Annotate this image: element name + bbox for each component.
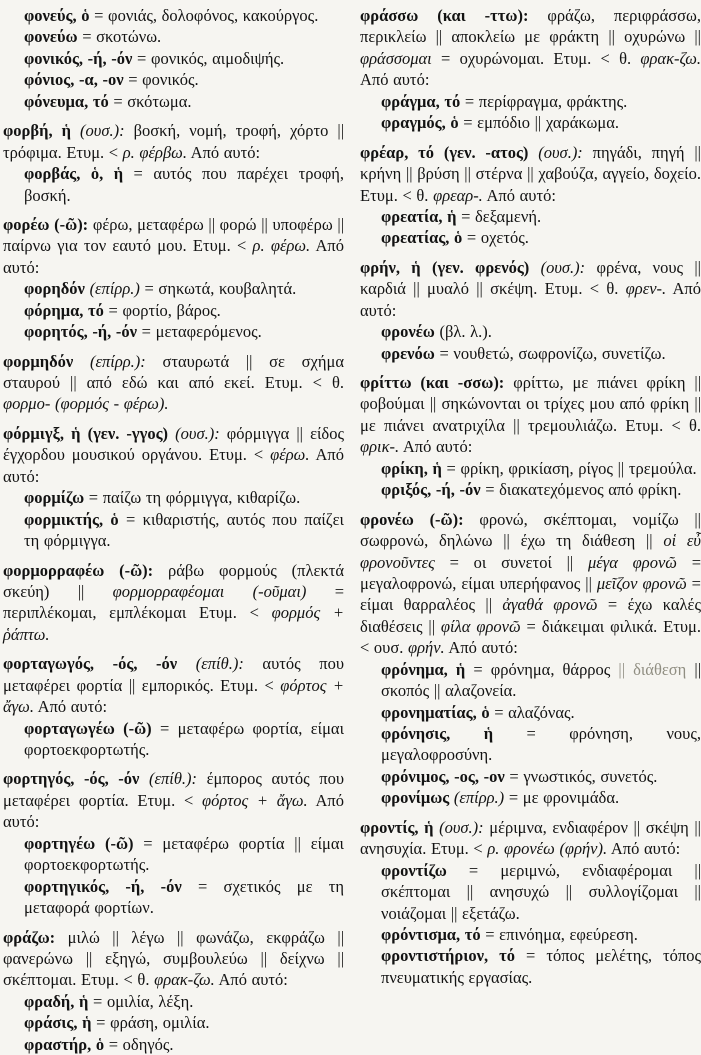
dictionary-entry (3, 214, 344, 278)
dictionary-entry (360, 509, 701, 659)
dictionary-subentry (3, 91, 344, 112)
entry-text: (επίρρ.) (453, 788, 505, 808)
entry-text: Από αυτό: (444, 638, 518, 658)
dictionary-subentry (3, 48, 344, 69)
entry-text: φράζω, περιφράσσω, περικλείω || αποκλείω με φράκτη || οχυρώνω || (360, 6, 701, 47)
headword: φορταγωγός, -ός, -όν (3, 654, 196, 674)
dictionary-entry (3, 560, 344, 646)
entry-text: = φρόνημα, θάρρος (465, 659, 619, 679)
headword: φρίττω (και -σσω): (360, 373, 505, 392)
entry-text: φορμός + ῥάπτω. (3, 603, 344, 644)
entry-text: (επίθ.): (195, 654, 244, 674)
dictionary-subentry (3, 1012, 344, 1033)
entry-text: = σηκωτά, κουβαλητά. (139, 279, 297, 299)
headword: φρήν, ἡ (γεν. φρενός) (360, 257, 541, 277)
entry-text: (ουσ.): (540, 257, 586, 277)
dictionary-entry (3, 423, 344, 487)
entry-text: φόρμιγγα || είδος έγχορδου μουσικού οργάνου. Ετυμ. < (3, 423, 344, 465)
headword: φραγμός, ὁ (381, 113, 459, 133)
headword: φροντιστήριον, τό (381, 946, 515, 966)
entry-text: Από αυτό: (3, 790, 344, 832)
entry-text: = οι συνετοί || (434, 552, 588, 572)
headword: φρεατίας, ὁ (381, 228, 463, 248)
dictionary-subentry (3, 487, 344, 508)
entry-text: (επίθ.): (148, 769, 198, 789)
headword: φορμορραφέω (-ῶ): (3, 560, 154, 580)
dictionary-entry (3, 768, 344, 832)
entry-text: Από αυτό: (3, 236, 344, 277)
entry-text: (ουσ.): (175, 423, 220, 443)
headword: φράζω: (3, 927, 56, 947)
entry-text: = σκότωμα. (108, 91, 192, 111)
headword: φορτηγέω (-ῶ) (24, 833, 134, 853)
entry-text: Από αυτό: (399, 437, 473, 457)
dictionary-entry (3, 351, 344, 415)
headword: φραστήρ, ὁ (24, 1034, 105, 1054)
entry-text: (ουσ.): (439, 817, 484, 837)
entry-text: φρακ-ζω. (154, 970, 215, 990)
dictionary-subentry (360, 227, 701, 248)
entry-text: = παίζω τη φόρμιγγα, κιθαρίζω. (84, 488, 301, 508)
headword: φρονίμως (381, 788, 454, 808)
entry-text: φρήν. (408, 638, 445, 658)
entry-text: = μεριμνώ, ενδιαφέρομαι || σκέπτομαι || ανησυχώ || συλλογίζομαι || νοιάζομαι || εξετάζω. (381, 860, 701, 923)
headword: φριξός, -ή, -όν (381, 480, 481, 500)
entry-text: φορμο- (φορμός - φέρω). (3, 394, 169, 414)
dictionary-entry (360, 142, 701, 206)
entry-text: = οχετός. (462, 228, 529, 248)
headword: φρονέω (381, 322, 435, 342)
entry-text: ρ. φρονέω (φρήν). (487, 839, 608, 859)
headword: φρόνημα, ἡ (381, 659, 466, 679)
entry-text: πηγάδι, πηγή || κρήνη || βρύση || στέρνα || χαβούζα, αγγείο, δοχείο. Ετυμ. < θ. (360, 142, 701, 205)
dictionary-subentry (360, 91, 701, 112)
dictionary-entry (3, 653, 344, 717)
entry-text: φρίττω, με πιάνει φρίκη || φοβούμαι || σηκώνονται οι τρίχες μου από φρίκη || με πιάνει ανατριχίλα || τρεμουλιάζω. Ετυμ. < θ. (360, 373, 701, 435)
entry-text: ἀγαθά φρονῶ (502, 595, 598, 615)
entry-text: = φονιάς, δολοφόνος, κακούργος. (89, 6, 319, 25)
column-2 (360, 5, 701, 1055)
dictionary-entry (360, 5, 701, 91)
dictionary-subentry (360, 112, 701, 133)
entry-text: = κιθαριστής, αυτός που παίζει τη φόρμιγγα. (24, 509, 344, 551)
entry-text: (βλ. λ.). (434, 322, 492, 342)
headword: φορβή, ἡ (3, 121, 81, 141)
dictionary-subentry (360, 659, 701, 702)
entry-text: Από αυτό: (186, 142, 261, 162)
entry-text: φορμορραφέομαι (-οῦμαι) (112, 581, 307, 601)
entry-text: φέρω, μεταφέρω || φορώ || υποφέρω || παίρνω για τον εαυτό μου. Ετυμ. < (3, 214, 345, 256)
dictionary-subentry (360, 860, 701, 924)
headword: φονεύς, ὁ (24, 6, 90, 25)
entry-text: = φράση, ομιλία. (91, 1013, 210, 1033)
entry-text: = οχυρώνομαι. Ετυμ. < θ. (431, 48, 641, 68)
headword: φρονέω (-ῶ): (360, 509, 464, 529)
entry-text: φόρτος + ἄγω. (202, 790, 308, 810)
entry-text: (ουσ.): (538, 142, 583, 162)
entry-text: φρένα, νους || καρδιά || μυαλό || σκέψη. Ετυμ. < θ. (360, 257, 701, 299)
headword: φορηδόν (24, 279, 90, 299)
dictionary-subentry (3, 26, 344, 47)
entry-text: Από αυτό: (214, 970, 288, 990)
dictionary-subentry (360, 787, 701, 808)
entry-text: Από αυτό: (482, 185, 556, 205)
headword: φορβάς, ὁ, ἡ (24, 164, 124, 184)
headword: φορέω (-ῶ): (3, 214, 89, 234)
entry-text: σταυρωτά || σε σχήμα σταυρού || από εδώ και από εκεί. Ετυμ. < θ. (3, 351, 344, 392)
headword: φρέαρ, τό (γεν. -ατος) (360, 142, 539, 162)
entry-text: Από αυτό: (33, 697, 108, 717)
entry-text: = εμπόδιο || χαράκωμα. (458, 113, 619, 133)
dictionary-entry (360, 257, 701, 321)
dictionary-subentry (3, 278, 344, 299)
headword: φρόνιμος, -ος, -ον (381, 766, 505, 786)
entry-text: Από αυτό: (607, 839, 681, 859)
entry-text: φρεν-. (625, 279, 667, 299)
entry-text: = είμαι θαρραλέος || (360, 573, 701, 615)
dictionary-subentry (3, 1034, 344, 1055)
entry-text: = σχετικός με τη μεταφορά φορτίων. (24, 876, 344, 918)
entry-text: = γνωστικός, συνετός. (504, 766, 658, 786)
dictionary-subentry (3, 509, 344, 552)
entry-text: = διακατεχόμενος από φρίκη. (480, 480, 682, 500)
entry-text: μιλώ || λέγω || φωνάζω, εκφράζω || φανερώνω || εξηγώ, συμβουλεύω || δείχνω || σκέπτομαι. Ετυμ. < θ. (3, 927, 344, 990)
entry-text: = ομιλία, λέξη. (88, 991, 194, 1011)
dictionary-subentry (360, 458, 701, 479)
dictionary-subentry (3, 876, 344, 919)
dictionary-subentry (3, 321, 344, 342)
entry-text: = φονικός. (123, 70, 199, 90)
entry-text: (επίρρ.): (89, 351, 146, 371)
dictionary-subentry (3, 833, 344, 876)
headword: φρόνησις, ἡ (381, 724, 494, 743)
headword: φράγμα, τό (381, 91, 461, 111)
entry-text: (επίρρ.) (89, 279, 140, 299)
headword: φορτηγικός, -ή, -όν (24, 876, 182, 896)
headword: φορητός, -ή, -όν (24, 322, 138, 342)
headword: φρόντισμα, τό (381, 924, 481, 944)
dictionary-subentry (360, 766, 701, 787)
dictionary-subentry (3, 300, 344, 321)
entry-text: = επινόημα, εφεύρεση. (480, 924, 638, 944)
headword: φορμικτής, ὁ (24, 509, 119, 529)
entry-text: μέγα φρονῶ (587, 552, 677, 572)
entry-text: αυτός που μεταφέρει φορτία || εμπορικός. Ετυμ. < (3, 654, 344, 695)
entry-text: φρονώ, σκέπτομαι, νομίζω || σωφρονώ, δηλώνω || έχω τη διάθεση || (360, 509, 701, 551)
entry-text: = φονικός, αιμοδιψής. (132, 48, 285, 68)
dictionary-entry (3, 120, 344, 163)
entry-text: φίλα φρονῶ (440, 616, 521, 636)
headword: φράσις, ἡ (24, 1013, 92, 1033)
headword: φρίκη, ἡ (381, 458, 442, 478)
entry-text: φρακ-ζω. (640, 48, 701, 68)
dictionary-subentry (360, 321, 701, 342)
entry-text: = διάκειμαι φιλικά. Ετυμ. < ουσ. (360, 616, 701, 658)
dictionary-subentry (3, 5, 344, 26)
dictionary-subentry (3, 991, 344, 1012)
headword: φόνιος, -α, -ον (24, 70, 124, 90)
headword: φορτηγός, -ός, -όν (3, 769, 149, 789)
entry-text: Από αυτό: (3, 445, 344, 486)
headword: φονεύω (24, 27, 78, 47)
entry-text: = αλαζόνας. (489, 702, 575, 722)
entry-text: φρικ-. (360, 437, 400, 457)
entry-text: = νουθετώ, σωφρονίζω, συνετίζω. (434, 343, 666, 363)
entry-text: ρ. φέρβω. (122, 142, 187, 162)
entry-text: = τόπος μελέτης, τόπος πνευματικής εργασίας. (381, 946, 701, 987)
dictionary-entry (360, 372, 701, 458)
entry-text: βοσκή, νομή, τροφή, χόρτο || τρόφιμα. Ετυμ. < (3, 121, 345, 162)
entry-text: = φρόνηση, νους, μεγαλοφροσύνη. (381, 724, 701, 765)
entry-text: = με φρονιμάδα. (504, 788, 620, 808)
headword: φρεατία, ἡ (381, 206, 457, 226)
headword: φρονηματίας, ὁ (381, 702, 490, 722)
dictionary-entry (360, 817, 701, 860)
column-1 (3, 5, 344, 1055)
entry-text: μεῖζον φρονῶ (596, 573, 687, 593)
entry-text: = φρίκη, φρικίαση, ρίγος || τρεμούλα. (441, 458, 697, 478)
entry-text: = περίφραγμα, φράκτης. (460, 91, 628, 111)
dictionary-subentry (360, 479, 701, 500)
headword: φορταγωγέω (-ῶ) (24, 718, 152, 738)
dictionary-subentry (360, 206, 701, 227)
entry-text: || σκοπός || αλαζονεία. (381, 659, 701, 701)
headword: φροντίς, ἡ (360, 817, 440, 837)
entry-text: φέρω. (270, 445, 310, 465)
entry-text: φόρτος + ἄγω. (3, 675, 344, 717)
headword: φόνευμα, τό (24, 91, 109, 111)
headword: φόρμιγξ, ἡ (γεν. -γγος) (3, 423, 176, 443)
entry-text: = μεταφέρω φορτία || είμαι φορτοεκφορτωτής. (24, 833, 344, 875)
entry-text: = δεξαμενή. (456, 206, 542, 226)
dictionary-subentry (360, 723, 701, 766)
dictionary-subentry (3, 718, 344, 761)
entry-text: φρεαρ-. (433, 185, 483, 205)
entry-text: = αυτός που παρέχει τροφή, βοσκή. (24, 164, 344, 205)
headword: φονικός, -ή, -όν (24, 48, 133, 68)
dictionary-subentry (360, 945, 701, 988)
headword: φραδή, ἡ (24, 991, 89, 1011)
entry-text: φράσσομαι (360, 48, 432, 68)
headword: φόρημα, τό (24, 300, 104, 320)
headword: φορμηδόν (3, 351, 90, 371)
headword: φορμίζω (24, 488, 85, 508)
dictionary-subentry (3, 69, 344, 90)
entry-text: Από αυτό: (360, 70, 430, 90)
entry-text: = περιπλέκομαι, εμπλέκομαι Ετυμ. < (3, 581, 344, 623)
entry-text: ράβω φορμούς (πλεκτά σκεύη) || (3, 560, 344, 601)
entry-text: || διάθεση (618, 659, 687, 679)
dictionary-entry (3, 927, 344, 991)
entry-text: μέριμνα, ενδιαφέρον || σκέψη || ανησυχία. Ετυμ. < (360, 817, 701, 859)
entry-text: = φορτίο, βάρος. (103, 300, 221, 320)
entry-text: Από αυτό: (360, 279, 701, 320)
headword: φρενόω (381, 343, 435, 363)
dictionary-subentry (360, 343, 701, 364)
entry-text: ρ. φέρω. (252, 236, 311, 256)
entry-text: = οδηγός. (104, 1034, 174, 1054)
dictionary-subentry (360, 924, 701, 945)
entry-text: οἱ εὖ φρονοῦντες (360, 531, 701, 572)
entry-text: = μεγαλοφρονώ, είμαι υπερήφανος || (360, 552, 701, 593)
dictionary-subentry (3, 163, 344, 206)
dictionary-subentry (360, 702, 701, 723)
headword: φράσσω (και -ττω): (360, 6, 529, 25)
entry-text: = σκοτώνω. (77, 27, 162, 47)
entry-text: = έχω καλές διαθέσεις || (360, 595, 701, 636)
entry-text: έμπορος αυτός που μεταφέρει φορτία. Ετυμ. < (3, 769, 345, 810)
entry-text: = μεταφέρω φορτία, είμαι φορτοεκφορτωτής. (24, 718, 345, 759)
entry-text: = μεταφερόμενος. (137, 322, 262, 342)
entry-text: (ουσ.): (80, 121, 125, 141)
headword: φροντίζω (381, 860, 447, 880)
